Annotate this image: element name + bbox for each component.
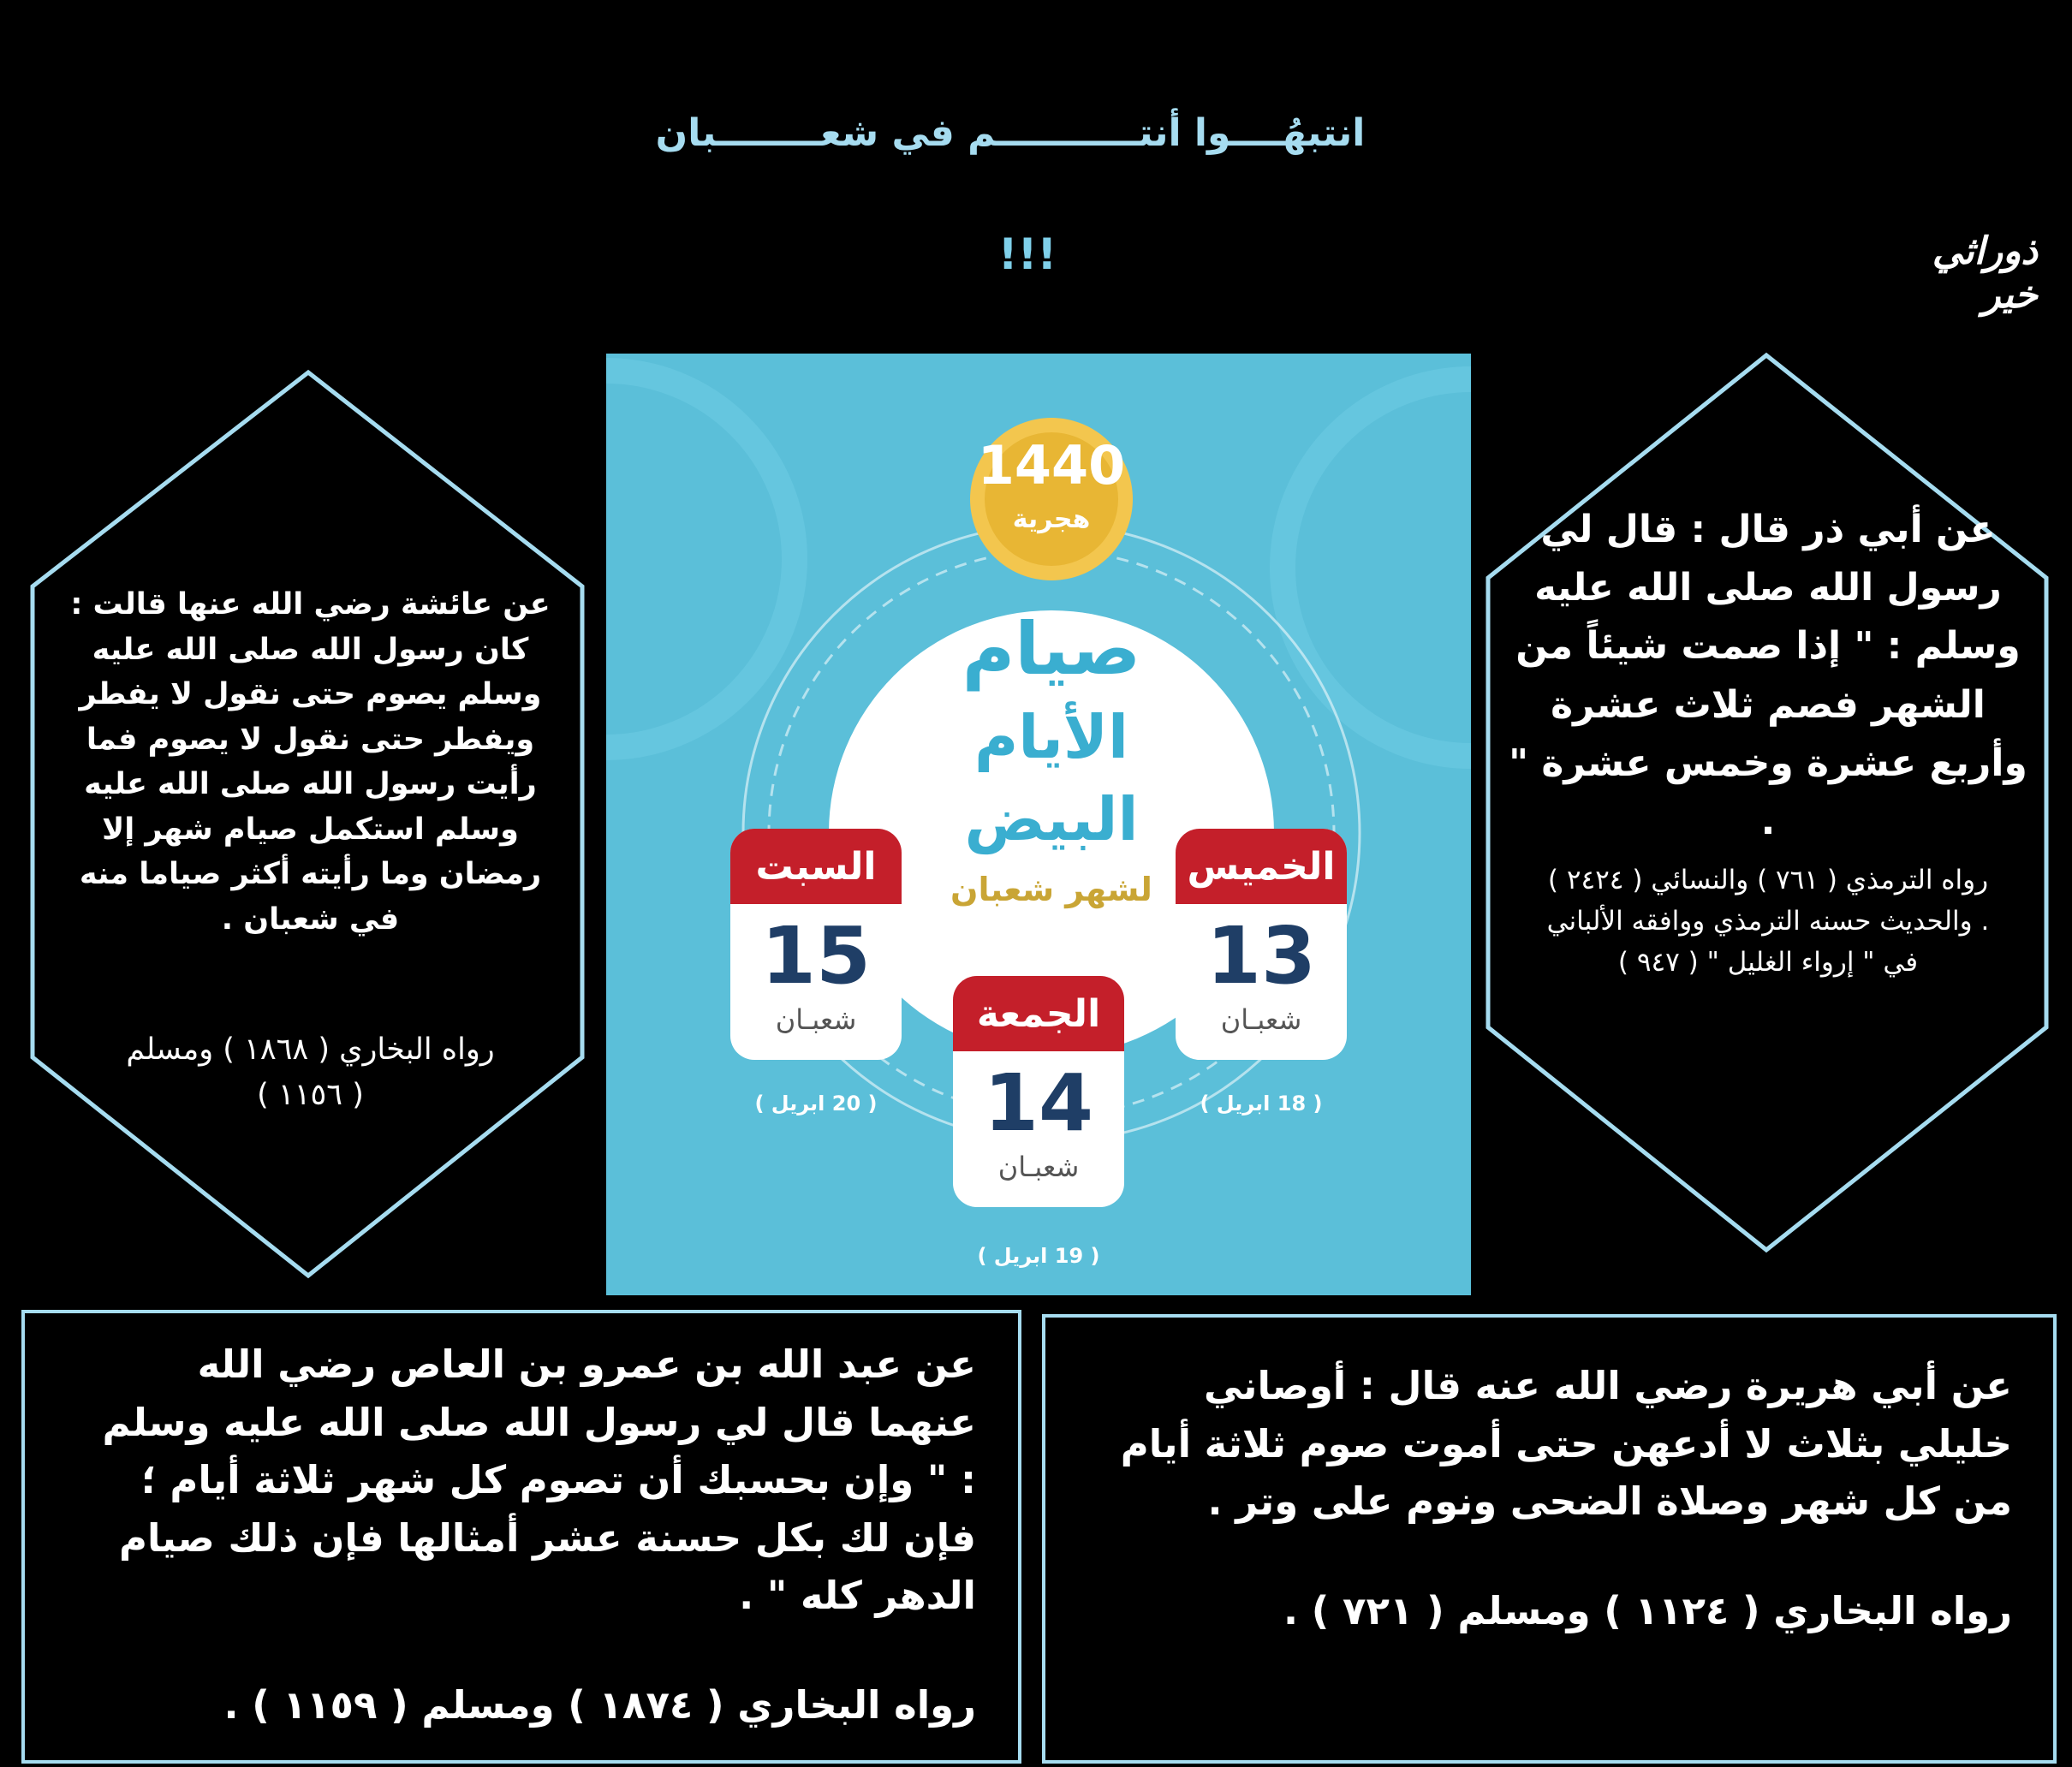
bottom-left-hadith-reference: رواه البخاري ( ١٨٧٤ ) ومسلم ( ١١٥٩ ) . <box>223 1681 976 1728</box>
calendar-thursday-date: ( 18 ابريل ) <box>1200 1092 1323 1116</box>
calendar-month: شعبـان <box>775 1003 857 1036</box>
hijri-year: 1440 <box>977 434 1126 497</box>
poster-title-line1: صيام <box>962 607 1141 691</box>
right-hadith-reference: رواه الترمذي ( ٧٦١ ) والنسائي ( ٢٤٢٤ ) . والحديث حسنه الترمذي ووافقه الألباني في " إرواء الغليل " ( ٩٤٧ ) <box>1546 865 1990 979</box>
calendar-day-number: 14 <box>983 1057 1094 1149</box>
calendar-friday <box>953 976 1124 1207</box>
left-hadith <box>56 582 565 1117</box>
calendar-friday-date: ( 19 ابريل ) <box>977 1244 1100 1268</box>
left-hadith-text: عن عائشة رضي الله عنها قالت : كان رسول الله صلى الله عليه وسلم يصوم حتى نقول لا يفطر ويفطر حتى نقول لا يصوم فما رأيت رسول الله صلى الله عليه وسلم استكمل صيام شهر إلا رمضان وما رأيته أكثر صياما منه في شعبان . <box>70 587 551 937</box>
calendar-month: شعبـان <box>997 1151 1080 1183</box>
calendar-saturday-date: ( 20 ابريل ) <box>754 1092 878 1116</box>
calendar-day-name: الخميس <box>1176 829 1347 904</box>
calendar-day-name: الجمعة <box>953 976 1124 1051</box>
bottom-left-hadith <box>94 1336 976 1734</box>
calendar-thursday <box>1176 829 1347 1060</box>
bottom-right-hadith-reference: رواه البخاري ( ١١٢٤ ) ومسلم ( ٧٢١ ) . <box>1283 1587 2012 1633</box>
title-exclamation: !!! <box>997 229 1057 279</box>
calendar-month: شعبـان <box>1220 1003 1302 1036</box>
bottom-left-hadith-text: عن عبد الله بن عمرو بن العاص رضي الله عنهما قال لي رسول الله صلى الله عليه وسلم : " وإن بحسبك أن تصوم كل شهر ثلاثة أيام ؛ فإن لك بكل حسنة عشر أمثالها فإن ذلك صيام الدهر كله " . <box>102 1342 976 1618</box>
poster-title <box>880 602 1223 908</box>
calendar-day-number: 13 <box>1206 910 1317 1002</box>
bottom-right-hadith <box>1104 1357 2012 1639</box>
left-hadith-reference: رواه البخاري ( ١٨٦٨ ) ومسلم ( ١١٥٦ ) <box>126 1032 495 1112</box>
poster-title-line2: الأيام البيض <box>964 702 1139 854</box>
calendar-saturday <box>730 829 902 1060</box>
bottom-right-hadith-text: عن أبي هريرة رضي الله عنه قال : أوصاني خليلي بثلاث لا أدعهن حتى أموت صوم ثلاثة أيام من كل شهر وصلاة الضحى ونوم على وتر . <box>1120 1363 2012 1524</box>
calendar-day-name: السبت <box>730 829 902 904</box>
white-days-poster <box>606 354 1471 1295</box>
calendar-day-number: 15 <box>760 910 872 1002</box>
hijri-year-badge <box>966 405 1137 559</box>
poster-subtitle: لشهر شعبان <box>950 871 1152 908</box>
page-title: انتبهُــــوا أنتـــــــــــم في شعــــــــبان <box>655 111 1366 155</box>
author-signature: ذوراثي خير <box>1932 229 2038 317</box>
right-hadith <box>1503 501 2033 983</box>
right-hadith-text: عن أبي ذر قال : قال لي رسول الله صلى الله عليه وسلم : " إذا صمت شيئاً من الشهر فصم ثلاث عشرة وأربع عشرة وخمس عشرة " . <box>1509 508 2027 843</box>
hijri-label: هجرية <box>1012 504 1091 534</box>
